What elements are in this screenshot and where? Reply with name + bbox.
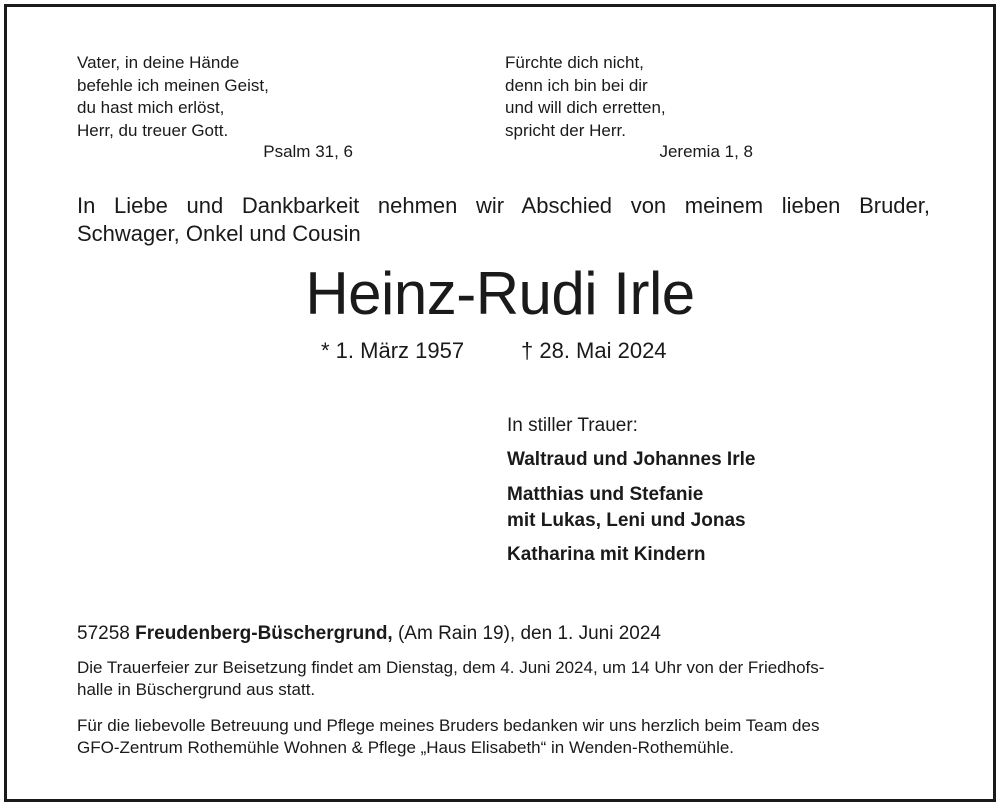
- verse-left-line: Vater, in deine Hände: [77, 53, 240, 72]
- thanks-line: Für die liebevolle Betreuung und Pflege meines Bruders bedanken wir uns herzlich beim Team des: [77, 716, 820, 735]
- mourner-group: mit Lukas, Leni und Jonas: [507, 510, 746, 531]
- funeral-info: [77, 657, 937, 701]
- thanks-text: [77, 715, 937, 759]
- thanks-line: GFO-Zentrum Rothemühle Wohnen & Pflege „Haus Elisabeth“ in Wenden-Rothemühle.: [77, 738, 735, 757]
- mourners-heading: In stiller Trauer:: [507, 415, 638, 436]
- verse-right-line: Fürchte dich nicht,: [505, 53, 644, 72]
- intro-line: Schwager, Onkel und Cousin: [77, 221, 361, 246]
- verse-right-line: spricht der Herr.: [505, 120, 626, 140]
- intro-text: [77, 192, 930, 248]
- intro-line: In Liebe und Dankbarkeit nehmen wir Abschied von meinem lieben Bruder,: [77, 193, 930, 218]
- place-date-line: [77, 621, 661, 647]
- death-date: † 28. Mai 2024: [521, 338, 667, 363]
- town-name: Freudenberg-Büschergrund,: [135, 623, 393, 644]
- verse-left-line: du hast mich erlöst,: [77, 98, 225, 117]
- verse-left-line: befehle ich meinen Geist,: [77, 75, 269, 95]
- birth-date: * 1. März 1957: [321, 338, 465, 363]
- mourner-group: Matthias und Stefanie: [507, 484, 704, 505]
- mourner-group: Katharina mit Kindern: [507, 544, 706, 565]
- verse-right-line: und will dich erretten,: [505, 98, 666, 117]
- obituary-notice: [4, 4, 996, 802]
- funeral-line: Die Trauerfeier zur Beisetzung findet am Dienstag, dem 4. Juni 2024, um 14 Uhr von der Friedhofs-: [77, 658, 825, 677]
- mourners-list: [507, 412, 755, 568]
- address-date: (Am Rain 19), den 1. Juni 2024: [397, 623, 661, 644]
- verse-right: [505, 52, 666, 142]
- verse-right-source: Jeremia 1, 8: [659, 142, 753, 161]
- deceased-name: Heinz-Rudi Irle: [305, 260, 695, 327]
- zip-code: 57258: [77, 623, 130, 644]
- funeral-line: halle in Büschergrund aus statt.: [77, 680, 316, 699]
- verse-right-line: denn ich bin bei dir: [505, 75, 648, 95]
- verse-left-line: Herr, du treuer Gott.: [77, 120, 229, 140]
- verse-left-source: Psalm 31, 6: [263, 142, 353, 161]
- verse-left: [77, 52, 269, 142]
- mourner-group: Waltraud und Johannes Irle: [507, 449, 756, 470]
